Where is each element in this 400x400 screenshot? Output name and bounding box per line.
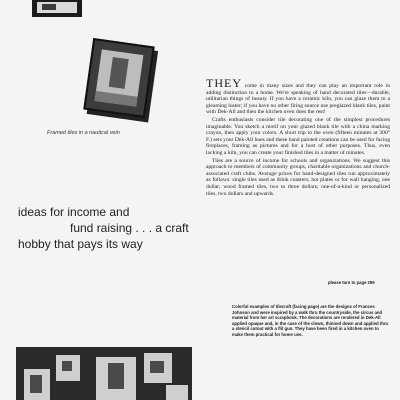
top-photo-fragment [32, 0, 82, 17]
headline-line-2: fund raising . . . a craft [70, 221, 189, 235]
tiles-display-photo [16, 347, 192, 400]
photo-caption: Framed tiles in a nautical vein [47, 130, 120, 136]
article-body [206, 76, 391, 198]
article-paragraph-3: Tiles are a source of income for schools and organizations. We suggest this approach to members of community groups, charitable organizations and church-associated craft clubs. Average prices for hand-designed tiles run approximately as follows: single tiles used as drink coasters, hot plates or for wall hanging, one dollar; wood framed tiles, two to three dollars; one-of-a-kind or personalized tiles, two dollars and upwards. [206, 157, 390, 197]
headline-line-3: hobby that pays its way [18, 237, 143, 251]
article-paragraph-1 [206, 76, 391, 116]
framed-tile-photo [83, 38, 154, 118]
headline [18, 204, 189, 252]
dropcap: THEY [206, 76, 242, 90]
continued-note: please turn to page 299 [328, 280, 375, 285]
headline-line-1: ideas for income and [18, 205, 130, 219]
colorful-caption: Colorful examples of tilecraft (facing page) are the designs of Frances Johnson and were inspired by a walk thru the countryside, the circus and material from her art scrapbook. The decorations are rendered in Dek-All applied opaque and, in the case of the clown, thinned down and applied thru a stencil cutout with a flit gun. They have been fired in a kitchen oven to make them practical for home use. [232, 304, 389, 337]
article-paragraph-2: Crafts enthusiasts consider tile decorating one of the simplest procedures imaginable. You sketch a motif on your glazed blank tile with a china marking crayon, then apply your colors. A short trip to the oven (fifteen minutes at 300° F.) sets your Dek-All hues and these hand painted creations can be used for facing fireplaces, framing as pictures and for a host of other purposes. Thus, even lacking a kiln, you can create your finished tiles in a matter of minutes. [206, 116, 390, 156]
article-paragraph-1-text: come in many sizes and they can play an important role in adding distinction to a home. We're speaking of hand decorated tiles—durable, utilitarian things of beauty. If you have a ceramic kiln, you can glaze them to a gleaming luster; if you have no other firing source use preglazed blank tiles, paint with Dek-All and then the kitchen oven does the rest! [206, 83, 391, 116]
